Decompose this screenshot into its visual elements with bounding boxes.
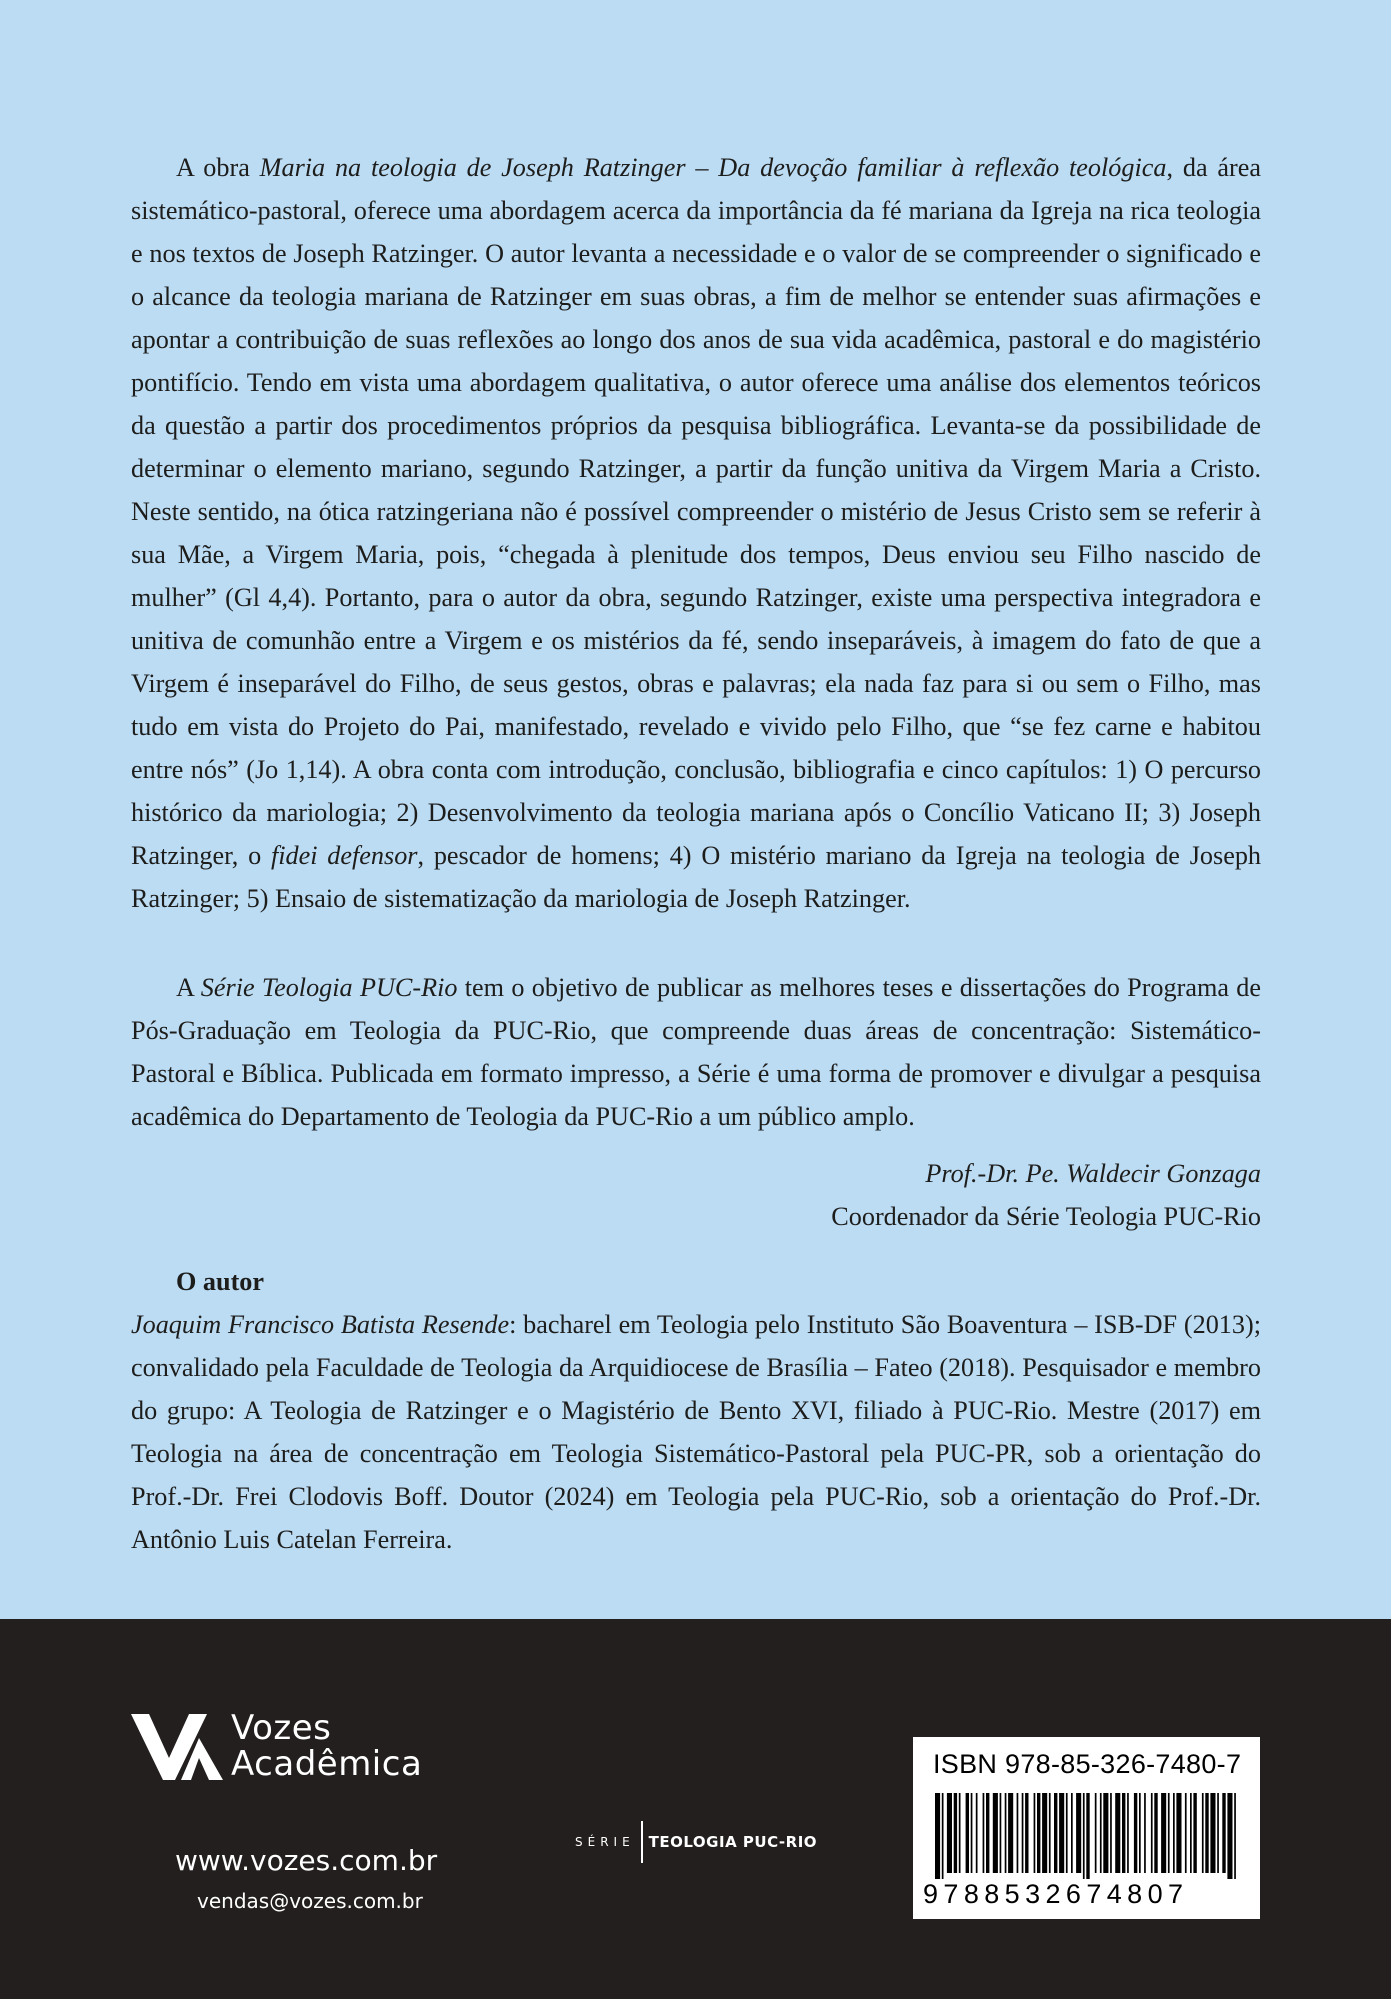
barcode-bar bbox=[1059, 1793, 1064, 1873]
barcode-bar bbox=[966, 1793, 969, 1873]
barcode-bar bbox=[1176, 1793, 1181, 1873]
barcode-bar bbox=[1115, 1793, 1120, 1873]
barcode-bar bbox=[983, 1793, 985, 1873]
barcode-bar bbox=[1037, 1793, 1040, 1873]
book-title: Maria na teologia de Joseph Ratzinger – Da devoção familiar à reflexão teológica bbox=[259, 153, 1167, 182]
barcode-bar bbox=[1161, 1793, 1166, 1873]
barcode-bar bbox=[1005, 1793, 1007, 1873]
barcode-bar bbox=[1210, 1793, 1215, 1873]
series-prefix: A bbox=[176, 973, 201, 1002]
barcode-bar bbox=[1222, 1793, 1225, 1873]
barcode-bar bbox=[1185, 1793, 1187, 1873]
barcode-bar bbox=[1071, 1793, 1073, 1873]
barcode-bar bbox=[1110, 1793, 1112, 1873]
barcode-bar bbox=[1144, 1793, 1146, 1873]
synopsis-body-1: , da área sistemático-pastoral, oferece uma abordagem acerca da importância da fé mariana da Igreja na rica teologia e nos textos de Joseph Ratzinger. O autor levanta a necessidade e o valor de se compreender o significado e o alcance da teologia mariana de Ratzinger em suas obras, a fim de melhor se entender suas afirmações e apontar a contribuição de suas reflexões ao longo dos anos de sua vida acadêmica, pastoral e do magistério pontifício. Tendo em vista uma abordagem qualitativa, o autor oferece uma análise dos elementos teóricos da questão a partir dos procedimentos próprios da pesquisa bibliográfica. Levanta-se da possibilidade de determinar o elemento mariano, segundo Ratzinger, a partir da função unitiva da Virgem Maria a Cristo. Neste sentido, na ótica ratzingeriana não é possível compreender o mistério de Jesus Cristo sem se referir à sua Mãe, a Virgem Maria, pois, “chegada à plenitude dos tempos, Deus enviou seu Filho nascido de mulher” (Gl 4,4). Portanto, para o autor da obra, segundo Ratzinger, existe uma perspectiva integradora e unitiva de comunhão entre a Virgem e os mistérios da fé, sendo inseparáveis, à imagem do fato de que a Virgem é inseparável do Filho, de seus gestos, obras e palavras; ela nada faz para si ou sem o Filho, mas tudo em vista do Projeto do Pai, manifestado, revelado e vivido pelo Filho, que “se fez carne e habitou entre nós” (Jo 1,14). A obra conta com introdução, conclusão, bibliografia e cinco capítulos: 1) O percurso histórico da mariologia; 2) Desenvolvimento da teologia mariana após o Concílio Vaticano II; 3) Joseph Ratzinger, o bbox=[131, 153, 1261, 870]
barcode-bar bbox=[1076, 1793, 1081, 1873]
back-cover-text bbox=[131, 146, 1261, 1561]
website-url: www.vozes.com.br bbox=[175, 1844, 438, 1877]
author-bio bbox=[131, 1303, 1261, 1561]
barcode-bar bbox=[954, 1793, 957, 1873]
barcode-bar bbox=[1042, 1793, 1047, 1873]
barcode-bar bbox=[1022, 1793, 1024, 1873]
series-logo-main: TEOLOGIA PUC-RIO bbox=[648, 1833, 818, 1851]
barcode-bar bbox=[1017, 1793, 1019, 1873]
sales-email: vendas@vozes.com.br bbox=[197, 1889, 423, 1913]
series-logo bbox=[575, 1821, 817, 1863]
barcode-bar bbox=[947, 1793, 952, 1873]
barcode-bar bbox=[1083, 1793, 1085, 1879]
publisher-name bbox=[231, 1710, 422, 1782]
barcode-bar bbox=[1095, 1793, 1097, 1873]
signature-role: Coordenador da Série Teologia PUC-Rio bbox=[831, 1202, 1261, 1231]
barcode-bar bbox=[1034, 1793, 1036, 1873]
series-logo-divider bbox=[641, 1821, 643, 1863]
barcode-bar bbox=[1139, 1793, 1141, 1873]
author-bio-text: : bacharel em Teologia pelo Instituto São Boaventura – ISB-DF (2013); convalidado pela Faculdade de Teologia da Arquidiocese de Brasília – Fateo (2018). Pesquisador e membro do grupo: A Teologia de Ratzinger e o Magistério de Bento XVI, filiado à PUC-Rio. Mestre (2017) em Teologia na área de concentração em Teologia Sistemático-Pastoral pela PUC-PR, sob a orientação do Prof.-Dr. Frei Clodovis Boff. Doutor (2024) em Teologia pela PUC-Rio, sob a orientação do Prof.-Dr. Antônio Luis Catelan Ferreira. bbox=[131, 1310, 1261, 1554]
synopsis-paragraph bbox=[131, 146, 1261, 920]
signature-block bbox=[131, 1152, 1261, 1238]
barcode-bar bbox=[1025, 1793, 1028, 1873]
barcode-bar bbox=[1205, 1793, 1208, 1873]
barcode-bar bbox=[1154, 1793, 1157, 1873]
barcode-bar bbox=[1127, 1793, 1129, 1873]
barcode-bar bbox=[1217, 1793, 1219, 1873]
barcode-bar bbox=[1008, 1793, 1013, 1873]
barcode-bar bbox=[1049, 1793, 1051, 1873]
barcode-bar bbox=[1168, 1793, 1170, 1873]
series-body: tem o objetivo de publicar as melhores teses e dissertações do Programa de Pós-Graduação em Teologia da PUC-Rio, que compreende duas áreas de concentração: Sistemático-Pastoral e Bíblica. Publicada em formato impresso, a Série é uma forma de promover e divulgar a pesquisa acadêmica do Departamento de Teologia da PUC-Rio a um público amplo. bbox=[131, 973, 1261, 1131]
barcode-bar bbox=[1134, 1793, 1137, 1873]
series-title: Série Teologia PUC-Rio bbox=[200, 973, 458, 1002]
publisher-line-1: Vozes bbox=[231, 1708, 332, 1748]
barcode-bar bbox=[986, 1793, 989, 1873]
barcode-bar bbox=[1066, 1793, 1068, 1873]
series-paragraph bbox=[131, 966, 1261, 1138]
series-logo-small: SÉRIE bbox=[575, 1835, 635, 1849]
author-heading: O autor bbox=[176, 1267, 265, 1296]
synopsis-body-2: , pescador de homens; 4) O mistério mariano da Igreja na teologia de Joseph Ratzinger; 5) Ensaio de sistematização da mariologia de Joseph Ratzinger. bbox=[131, 841, 1262, 913]
barcode-bar bbox=[1227, 1793, 1232, 1879]
isbn-label: ISBN 978-85-326-7480-7 bbox=[933, 1749, 1242, 1779]
author-name: Joaquim Francisco Batista Resende bbox=[131, 1310, 510, 1339]
publisher-line-2: Acadêmica bbox=[231, 1744, 423, 1784]
barcode-bar bbox=[942, 1793, 944, 1879]
barcode-bar bbox=[1234, 1793, 1236, 1879]
barcode-bar bbox=[1193, 1793, 1196, 1873]
vozes-logo-icon bbox=[131, 1712, 223, 1782]
signature-name: Prof.-Dr. Pe. Waldecir Gonzaga bbox=[925, 1159, 1261, 1188]
barcode-bar bbox=[1202, 1793, 1204, 1873]
barcode-bar bbox=[1054, 1793, 1057, 1873]
barcode-bar bbox=[976, 1793, 978, 1873]
isbn-barcode bbox=[913, 1737, 1260, 1919]
barcode-bar bbox=[935, 1793, 940, 1879]
barcode-bar bbox=[1000, 1793, 1002, 1873]
barcode-bar bbox=[993, 1793, 998, 1873]
publisher-logo bbox=[131, 1708, 491, 1792]
barcode-digits: 9788532674807 bbox=[923, 1879, 1189, 1909]
barcode-bar bbox=[959, 1793, 961, 1873]
synopsis-prefix: A obra bbox=[176, 153, 260, 182]
barcode-bar bbox=[1190, 1793, 1192, 1873]
barcode-bar bbox=[1103, 1793, 1108, 1873]
barcode-bar bbox=[1122, 1793, 1125, 1873]
barcode-bars bbox=[935, 1793, 1238, 1879]
barcode-bar bbox=[1151, 1793, 1153, 1873]
footer-band bbox=[0, 1619, 1391, 1999]
barcode-bar bbox=[1086, 1793, 1089, 1879]
barcode-bar bbox=[1173, 1793, 1175, 1873]
barcode-bar bbox=[1100, 1793, 1102, 1873]
barcode-bar bbox=[971, 1793, 973, 1873]
fidei-defensor-term: fidei defensor bbox=[270, 841, 418, 870]
